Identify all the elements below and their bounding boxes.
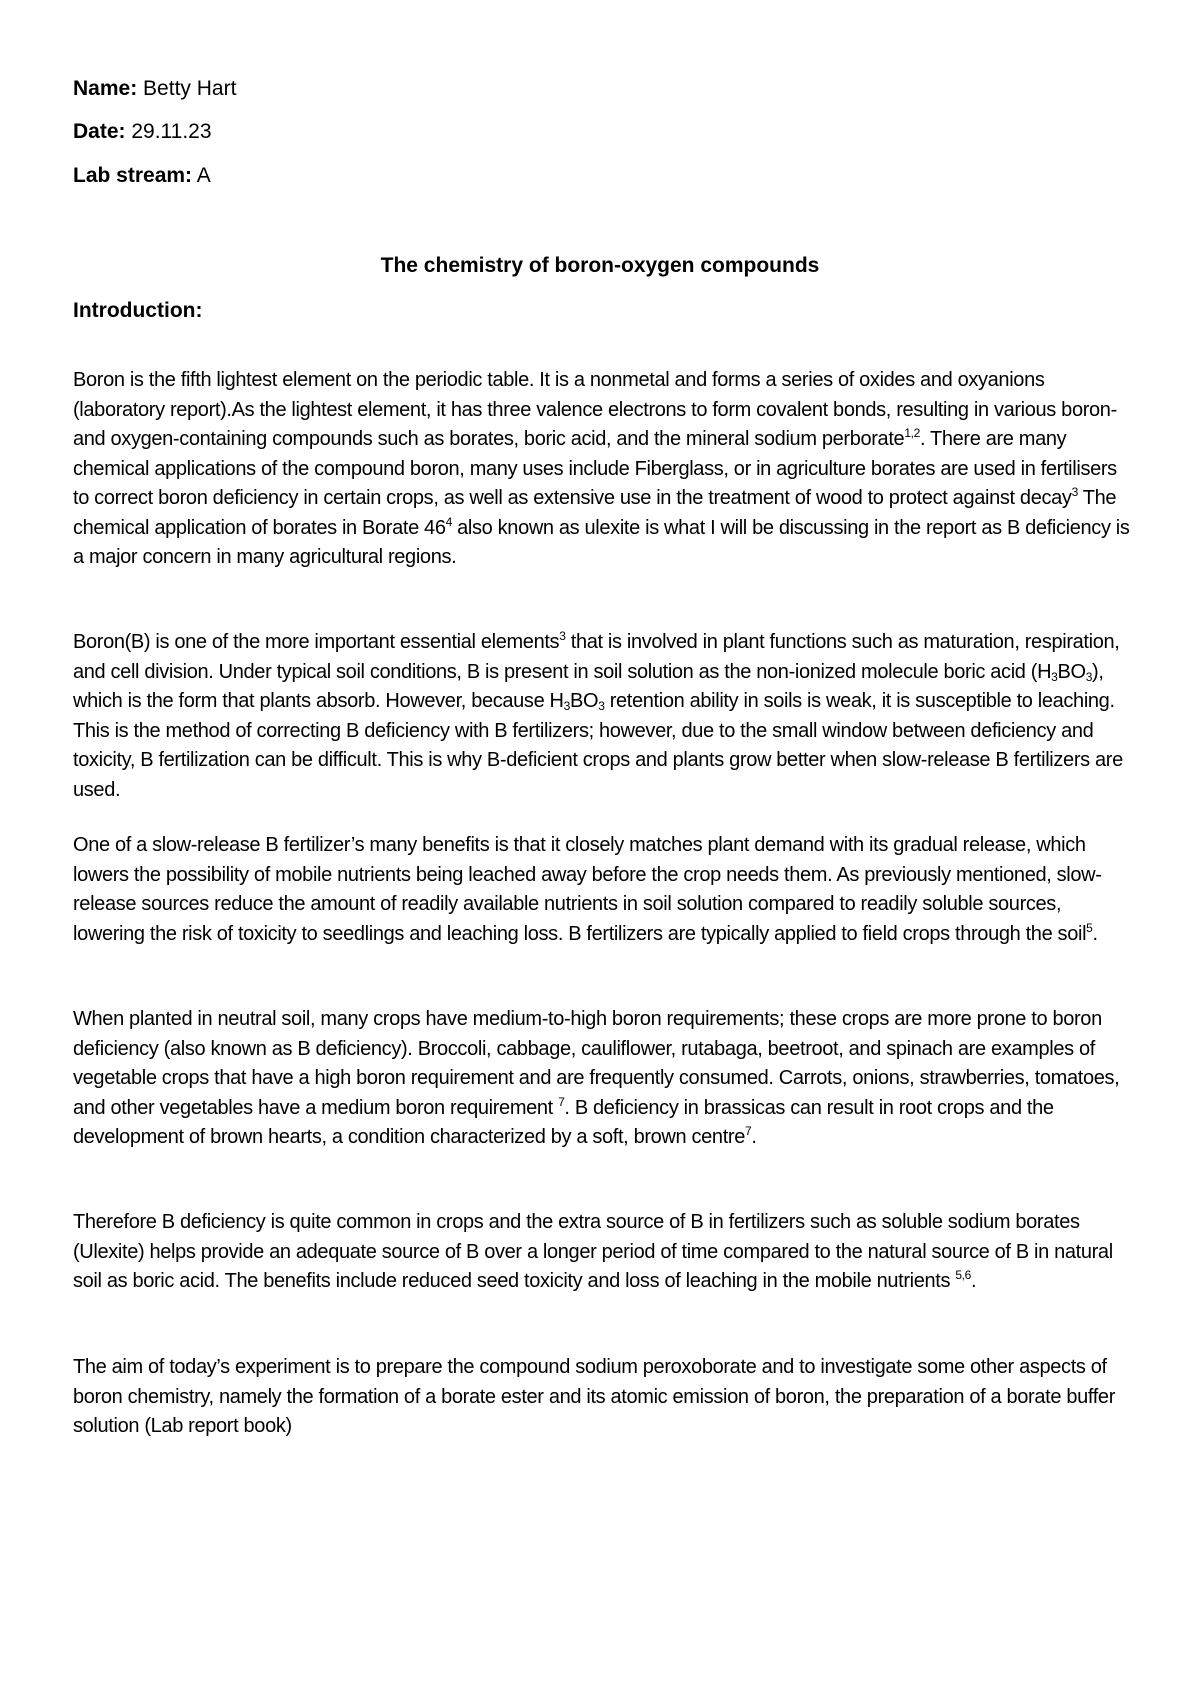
citation-superscript: 5,6 [955,1268,971,1282]
p1-text-c: The chemical application of borates in Borate 46 [73,487,1117,539]
citation-superscript: 3 [559,629,566,643]
lab-stream-value: A [196,164,211,187]
date-label: Date: [73,120,126,143]
date-line [73,118,212,146]
paragraph-1 [73,366,1133,573]
p6-text-a: The aim of today’s experiment is to prepare the compound sodium peroxoborate and to investigate some other aspects of boron chemistry, namely the formation of a borate ester and its atomic emission of boron, the preparation of a borate buffer solution (Lab report book) [73,1356,1116,1437]
p2-text-b: that is involved in plant functions such as maturation, respiration, and cell division. Under typical soil conditions, B is present in soil solution as the non-ionized molecule boric acid (H [73,631,1120,683]
paragraph-6 [73,1353,1133,1442]
name-value: Betty Hart [143,77,237,100]
citation-superscript: 7 [558,1094,565,1109]
p2-text-e: BO [569,690,599,712]
chemical-subscript: 3 [598,699,605,713]
date-value: 29.11.23 [131,120,212,143]
section-heading: Introduction: [73,299,203,322]
name-label: Name: [73,77,138,100]
p5-text-b: . [971,1270,977,1292]
p1-text-d: also known as ulexite is what I will be discussing in the report as B deficiency is a major concern in many agricultural regions. [73,516,1130,568]
citation-superscript: 5 [1086,920,1093,935]
name-line [73,75,236,103]
paragraph-4 [73,1005,1133,1153]
p2-text-a: Boron(B) is one of the more important essential elements [73,631,560,653]
p2-text-c: BO [1057,660,1086,683]
p1-text-a: Boron is the fifth lightest element on the periodic table. It is a nonmetal and forms a series of oxides and oxyanions (laboratory report).As the lightest element, it has three valence electrons to form covalent bonds, resulting in various boron- and oxygen-containing compounds such as borates, boric acid, and the mineral sodium perborate [73,369,1117,450]
p2-text-d: ), which is the form that plants absorb. However, because H [73,660,1104,712]
paragraph-3 [73,831,1133,949]
chemical-subscript: 3 [1085,669,1093,684]
p4-text-b: . B deficiency in brassicas can result in root crops and the development of brown hearts, a condition characterized by a soft, brown centre [73,1096,1054,1148]
p4-text-a: When planted in neutral soil, many crops have medium-to-high boron requirements; these crops are more prone to boron deficiency (also known as B deficiency). Broccoli, cabbage, cauliflower, rutabaga, beetroot, and spinach are examples of vegetable crops that have a high boron requirement and are frequently consumed. Carrots, onions, strawberries, tomatoes, and other vegetables have a medium boron requirement [73,1008,1120,1119]
p3-text-a: One of a slow-release B fertilizer’s many benefits is that it closely matches plant demand with its gradual release, which lowers the possibility of mobile nutrients being leached away before the crop needs them. As previously mentioned, slow-release sources reduce the amount of readily available nutrients in soil solution compared to readily soluble sources, lowering the risk of toxicity to seedlings and leaching loss. B fertilizers are typically applied to field crops through the soil [73,834,1102,945]
chemical-subscript: 3 [563,699,570,713]
document-title: The chemistry of boron-oxygen compounds [380,254,820,277]
citation-superscript: 1,2 [904,426,920,440]
chemical-subscript: 3 [1051,669,1058,684]
p4-text-c: . [751,1126,757,1148]
citation-superscript: 7 [744,1124,752,1138]
citation-superscript: 3 [1071,485,1078,499]
p2-text-f: retention ability in soils is weak, it is susceptible to leaching. This is the method of correcting B deficiency with B fertilizers; however, due to the small window between deficiency and toxicity, B fertilization can be difficult. This is why B-deficient crops and plants grow better when slow-release B fertilizers are used. [73,690,1123,801]
lab-stream-line [73,162,211,190]
p5-text-a: Therefore B deficiency is quite common in crops and the extra source of B in fertilizers such as soluble sodium borates (Ulexite) helps provide an adequate source of B over a longer period of time compared to the natural source of B in natural soil as boric acid. The benefits include reduced seed toxicity and loss of leaching in the mobile nutrients [73,1211,1113,1292]
p3-text-b: . [1092,922,1098,945]
paragraph-2 [73,628,1133,805]
lab-stream-label: Lab stream: [73,164,193,187]
p1-text-b: . There are many chemical applications of the compound boron, many uses include Fiberglass, or in agriculture borates are used in fertilisers to correct boron deficiency in certain crops, as well as extensive use in the treatment of wood to protect against decay [73,428,1117,509]
paragraph-5 [73,1208,1133,1297]
citation-superscript: 4 [445,514,452,529]
